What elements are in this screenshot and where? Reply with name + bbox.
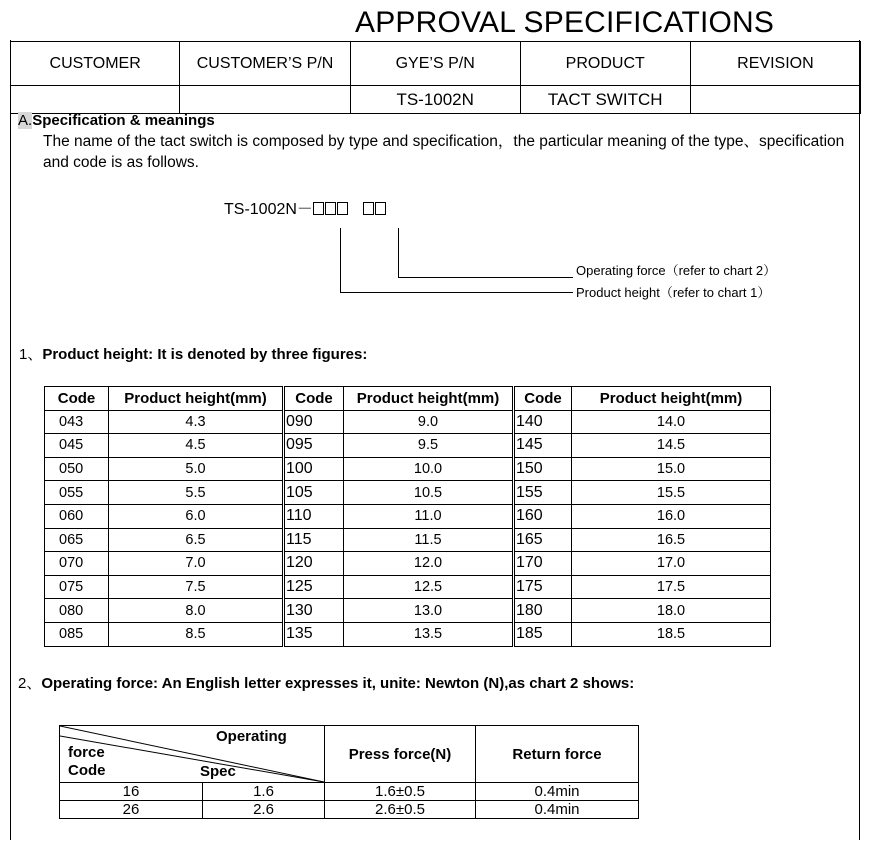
force-leader-horizontal [398, 277, 573, 278]
height-value-cell: 6.0 [109, 504, 284, 528]
height-value-cell: 6.5 [109, 528, 284, 552]
product-height-table [44, 386, 771, 647]
diag-spec: Spec [200, 763, 236, 780]
header-revision: REVISION [690, 42, 860, 86]
height-value-cell: 12.5 [344, 575, 514, 599]
section-a-marker: A. [18, 112, 33, 129]
height-value-cell: 13.0 [344, 599, 514, 623]
height-value-cell: 7.5 [109, 575, 284, 599]
note-operating-force: Operating force（refer to chart 2） [576, 263, 777, 278]
press-force-cell: 2.6±0.5 [325, 801, 476, 819]
table-row [45, 504, 771, 528]
height-value-cell: 18.0 [572, 599, 771, 623]
height-value-cell: 14.5 [572, 434, 771, 458]
height-code-cell: 165 [514, 528, 572, 552]
height-value-cell: 10.0 [344, 457, 514, 481]
code-box [313, 202, 324, 215]
force-code-cell: 26 [60, 801, 203, 819]
height-value-cell: 5.5 [109, 481, 284, 505]
height-code-cell: 135 [284, 622, 344, 646]
height-code-cell: 050 [45, 457, 109, 481]
height-value-cell: 4.5 [109, 434, 284, 458]
return-force-cell: 0.4min [476, 783, 639, 801]
height-code-cell: 100 [284, 457, 344, 481]
section-a-title: Specification & meanings [32, 112, 215, 129]
table-row [45, 599, 771, 623]
height-value-cell: 14.0 [572, 410, 771, 434]
height-code-cell: 155 [514, 481, 572, 505]
height-code-cell: 140 [514, 410, 572, 434]
height-code-cell: 085 [45, 622, 109, 646]
height-code-cell: 110 [284, 504, 344, 528]
header-customer-pn: CUSTOMER’S P/N [180, 42, 350, 86]
col-return-force: Return force [476, 726, 639, 783]
height-value-cell: 18.5 [572, 622, 771, 646]
section-1-title: Product height: It is denoted by three figures: [42, 346, 368, 363]
height-value-cell: 15.5 [572, 481, 771, 505]
height-value-cell: 11.5 [344, 528, 514, 552]
value-customer [11, 86, 180, 114]
section-1-number: 1、 [19, 346, 43, 363]
col-height: Product height(mm) [344, 387, 514, 411]
col-height: Product height(mm) [109, 387, 284, 411]
height-value-cell: 10.5 [344, 481, 514, 505]
height-code-cell: 170 [514, 552, 572, 576]
height-value-cell: 5.0 [109, 457, 284, 481]
col-code: Code [284, 387, 344, 411]
height-value-cell: 7.0 [109, 552, 284, 576]
height-code-cell: 090 [284, 410, 344, 434]
table-row [60, 801, 639, 819]
press-force-cell: 1.6±0.5 [325, 783, 476, 801]
code-example [224, 196, 387, 219]
height-code-cell: 075 [45, 575, 109, 599]
diag-force: force [68, 744, 105, 761]
height-value-cell: 12.0 [344, 552, 514, 576]
height-value-cell: 4.3 [109, 410, 284, 434]
section-1-heading [19, 343, 367, 364]
return-force-cell: 0.4min [476, 801, 639, 819]
height-leader-horizontal [340, 292, 573, 293]
height-leader-vertical [340, 228, 341, 293]
col-press-force: Press force(N) [325, 726, 476, 783]
height-value-cell: 8.0 [109, 599, 284, 623]
section-2-number: 2、 [18, 675, 42, 692]
height-code-cell: 145 [514, 434, 572, 458]
height-code-cell: 045 [45, 434, 109, 458]
force-spec-cell: 2.6 [203, 801, 325, 819]
height-code-cell: 130 [284, 599, 344, 623]
col-code: Code [45, 387, 109, 411]
height-value-cell: 11.0 [344, 504, 514, 528]
height-code-cell: 080 [45, 599, 109, 623]
diag-code: Code [68, 762, 106, 779]
diagonal-header-cell [60, 726, 325, 783]
table-row [45, 434, 771, 458]
force-spec-cell: 1.6 [203, 783, 325, 801]
code-box [337, 202, 348, 215]
height-code-cell: 115 [284, 528, 344, 552]
col-code: Code [514, 387, 572, 411]
code-prefix: TS-1002N－ [224, 201, 313, 218]
header-customer: CUSTOMER [11, 42, 180, 86]
code-box [325, 202, 336, 215]
height-code-cell: 175 [514, 575, 572, 599]
force-leader-vertical [398, 228, 399, 278]
diag-operating: Operating [216, 728, 287, 745]
height-code-cell: 043 [45, 410, 109, 434]
operating-force-table [59, 725, 639, 819]
table-row [45, 622, 771, 646]
height-value-cell: 15.0 [572, 457, 771, 481]
table-row [45, 410, 771, 434]
height-code-cell: 105 [284, 481, 344, 505]
height-code-cell: 070 [45, 552, 109, 576]
height-code-cell: 160 [514, 504, 572, 528]
height-value-cell: 17.0 [572, 552, 771, 576]
height-code-cell: 095 [284, 434, 344, 458]
code-box [363, 202, 374, 215]
value-revision [690, 86, 860, 114]
height-value-cell: 16.0 [572, 504, 771, 528]
height-value-cell: 13.5 [344, 622, 514, 646]
value-gye-pn: TS-1002N [350, 86, 520, 114]
height-code-cell: 180 [514, 599, 572, 623]
header-table [10, 41, 861, 114]
table-row [45, 552, 771, 576]
header-product: PRODUCT [520, 42, 690, 86]
table-row [45, 457, 771, 481]
header-gye-pn: GYE’S P/N [350, 42, 520, 86]
section-2-heading [18, 672, 634, 693]
height-code-cell: 185 [514, 622, 572, 646]
height-code-cell: 125 [284, 575, 344, 599]
height-code-cell: 120 [284, 552, 344, 576]
height-value-cell: 17.5 [572, 575, 771, 599]
value-customer-pn [180, 86, 350, 114]
page-title: APPROVAL SPECIFICATIONS [355, 6, 775, 39]
height-value-cell: 8.5 [109, 622, 284, 646]
height-code-cell: 055 [45, 481, 109, 505]
col-height: Product height(mm) [572, 387, 771, 411]
table-row [45, 575, 771, 599]
height-code-cell: 065 [45, 528, 109, 552]
value-product: TACT SWITCH [520, 86, 690, 114]
section-a-heading [18, 112, 215, 129]
table-row [45, 481, 771, 505]
note-product-height: Product height（refer to chart 1） [576, 285, 771, 300]
section-2-title: Operating force: An English letter expresses it, unite: Newton (N),as chart 2 shows: [41, 675, 635, 692]
table-row [60, 783, 639, 801]
height-code-cell: 060 [45, 504, 109, 528]
section-a-paragraph: The name of the tact switch is composed by type and specification，the particular meaning of the type、specification and code is as follows. [43, 133, 845, 171]
force-code-cell: 16 [60, 783, 203, 801]
table-row [45, 528, 771, 552]
height-code-cell: 150 [514, 457, 572, 481]
height-value-cell: 9.5 [344, 434, 514, 458]
height-value-cell: 16.5 [572, 528, 771, 552]
height-value-cell: 9.0 [344, 410, 514, 434]
code-box [375, 202, 386, 215]
